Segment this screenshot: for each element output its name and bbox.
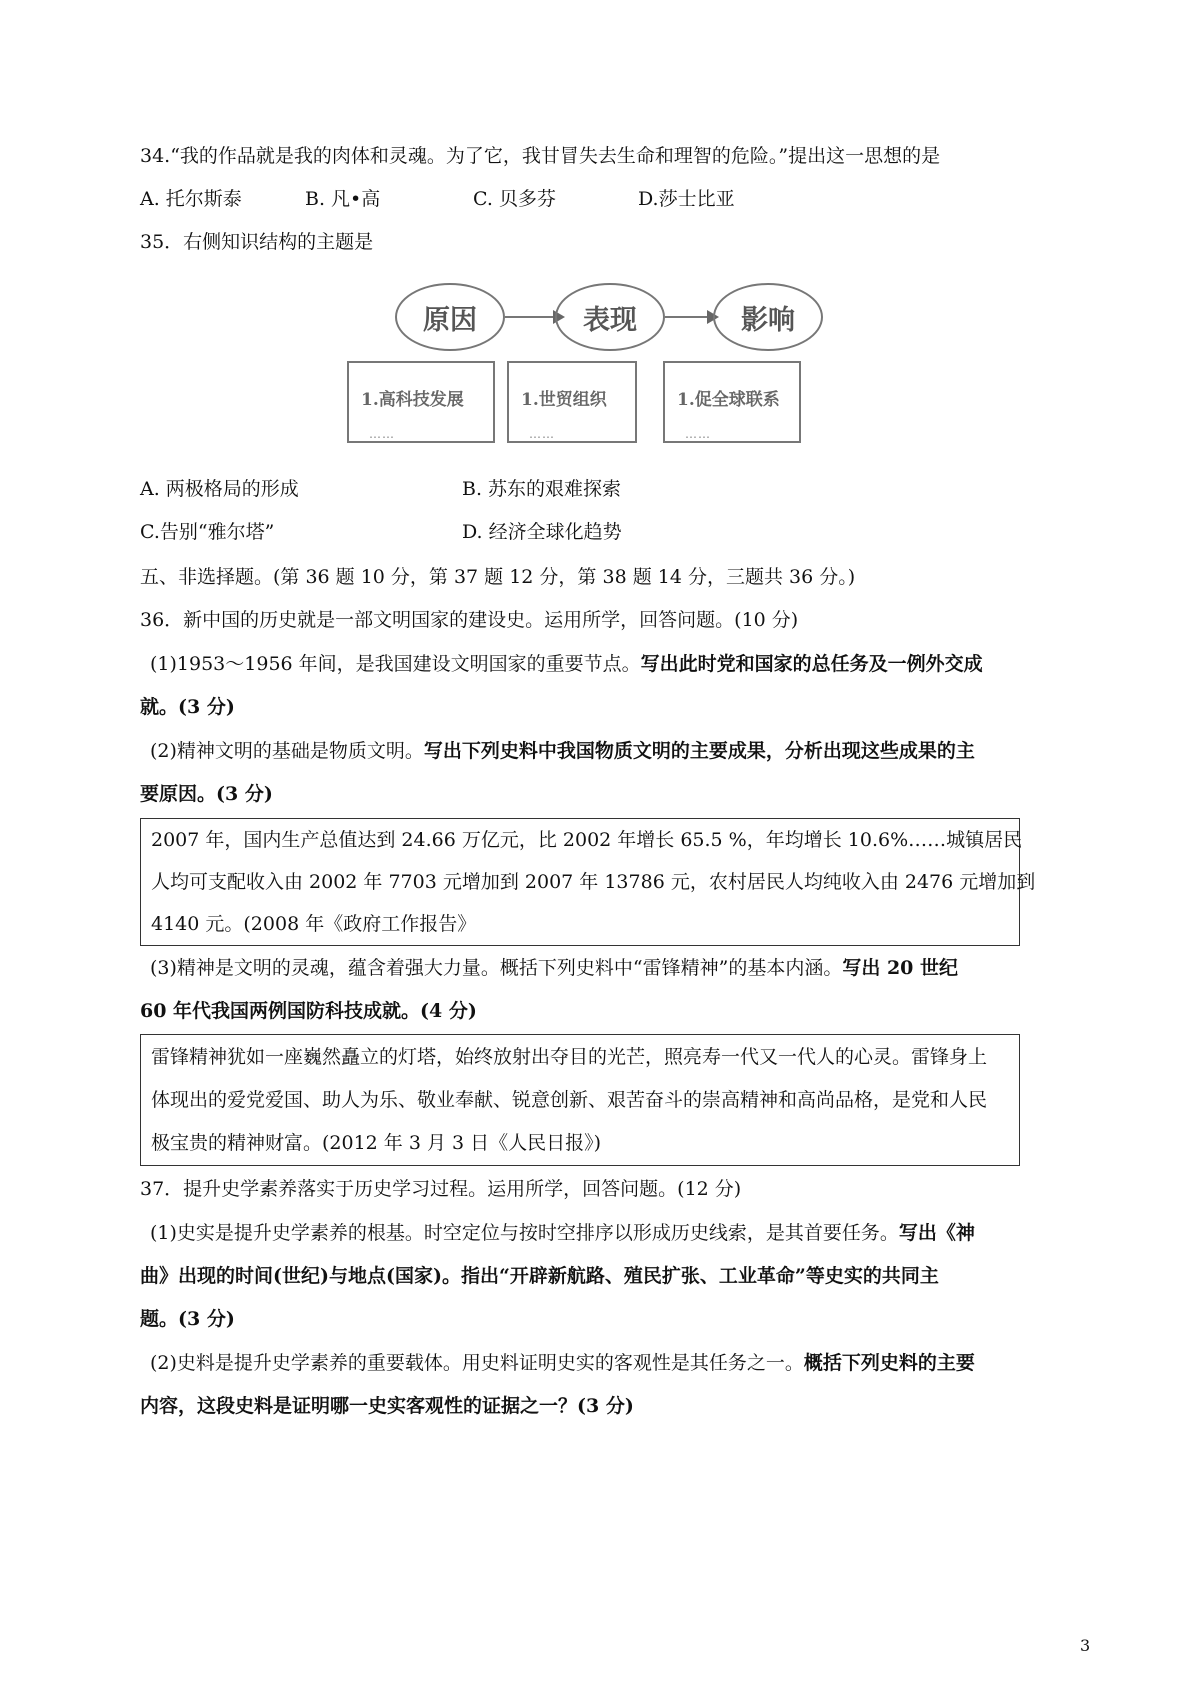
q36-source-box-1	[140, 818, 1036, 946]
q37-part2-line1	[150, 1350, 975, 1376]
q37-part2-task: 概括下列史料的主要	[803, 1352, 975, 1374]
diagram-card-cause-text: 1.高科技发展	[361, 390, 464, 410]
q36-part1-text: (1)1953～1956 年间，是我国建设文明国家的重要节点。	[150, 653, 641, 675]
q34-option-d: D.莎士比亚	[638, 188, 735, 210]
q36-source-2-line1: 雷锋精神犹如一座巍然矗立的灯塔，始终放射出夺目的光芒，照亮寿一代又一代人的心灵。雷锋身上	[151, 1046, 988, 1068]
q35-option-b: B. 苏东的艰难探索	[462, 478, 622, 500]
q36-source-1-line3: 4140 元。(2008 年《政府工作报告》	[151, 913, 477, 935]
q34-option-b: B. 凡•高	[305, 188, 381, 210]
diagram-card-impact-dots: ……	[685, 427, 711, 441]
q36-part2-text: (2)精神文明的基础是物质文明。	[150, 740, 424, 762]
q36-source-1-line2: 人均可支配收入由 2002 年 7703 元增加到 2007 年 13786 元，农村居民人均纯收入由 2476 元增加到	[151, 871, 1036, 893]
q36-part3-task: 写出 20 世纪	[842, 957, 959, 979]
q37-part1-line3: 题。(3 分)	[140, 1308, 235, 1330]
q37-stem: 37．提升史学素养落实于历史学习过程。运用所学，回答问题。(12 分)	[140, 1178, 742, 1200]
q36-part1-task: 写出此时党和国家的总任务及一例外交成	[640, 653, 983, 675]
page-number: 3	[1080, 1636, 1091, 1655]
q36-source-1-line1: 2007 年，国内生产总值达到 24.66 万亿元，比 2002 年增长 65.5 %，年均增长 10.6%……城镇居民	[151, 829, 1023, 851]
q36-part1-line2: 就。(3 分)	[140, 696, 235, 718]
q35-option-d: D. 经济全球化趋势	[462, 521, 622, 543]
diagram-card-cause	[347, 361, 495, 443]
q36-part3-line1	[150, 955, 958, 981]
diagram-node-cause: 原因	[395, 283, 505, 351]
q36-source-2-line2: 体现出的爱党爱国、助人为乐、敬业奉献、锐意创新、艰苦奋斗的崇高精神和高尚品格，是党和人民	[151, 1089, 988, 1111]
diagram-card-impact	[663, 361, 801, 443]
diagram-card-manifestation-text: 1.世贸组织	[521, 390, 607, 410]
q36-source-2-line3: 极宝贵的精神财富。(2012 年 3 月 3 日《人民日报》)	[151, 1132, 602, 1154]
q35-option-a: A. 两极格局的形成	[140, 478, 299, 500]
q37-part1-task: 写出《神	[898, 1222, 975, 1244]
q36-part3-text: (3)精神是文明的灵魂，蕴含着强大力量。概括下列史料中“雷锋精神”的基本内涵。	[150, 957, 843, 979]
q36-source-box-2	[140, 1034, 1020, 1166]
q36-part1-line1	[150, 651, 983, 677]
diagram-card-impact-text: 1.促全球联系	[677, 390, 780, 410]
q36-part2-line2: 要原因。(3 分)	[140, 783, 273, 805]
diagram-card-manifestation	[507, 361, 637, 443]
section5-title: 五、非选择题。(第 36 题 10 分，第 37 题 12 分，第 38 题 14 分，三题共 36 分。)	[140, 566, 856, 588]
q37-part2-line2: 内容，这段史料是证明哪一史实客观性的证据之一？(3 分)	[140, 1395, 634, 1417]
q36-part2-line1	[150, 738, 975, 764]
q34-option-c: C. 贝多芬	[473, 188, 556, 210]
q35-option-c: C.告别“雅尔塔”	[140, 521, 275, 543]
q37-part1-line2: 曲》出现的时间(世纪)与地点(国家)。指出“开辟新航路、殖民扩张、工业革命”等史实的共同主	[140, 1265, 939, 1287]
diagram-node-manifestation: 表现	[555, 283, 665, 351]
q35-stem: 35．右侧知识结构的主题是	[140, 231, 374, 253]
q36-stem: 36．新中国的历史就是一部文明国家的建设史。运用所学，回答问题。(10 分)	[140, 609, 799, 631]
diagram-card-manifestation-dots: ……	[529, 427, 555, 441]
diagram-arrow-2	[665, 316, 709, 318]
q36-part3-line2: 60 年代我国两例国防科技成就。(4 分)	[140, 1000, 477, 1022]
q37-part1-text: (1)史实是提升史学素养的根基。时空定位与按时空排序以形成历史线索，是其首要任务。	[150, 1222, 899, 1244]
knowledge-structure-diagram	[361, 283, 875, 488]
diagram-card-cause-dots: ……	[369, 427, 395, 441]
q34-option-a: A. 托尔斯泰	[140, 188, 242, 210]
diagram-arrow-1	[505, 316, 555, 318]
q37-part1-line1	[150, 1220, 975, 1246]
q37-part2-text: (2)史料是提升史学素养的重要载体。用史料证明史实的客观性是其任务之一。	[150, 1352, 804, 1374]
q34-stem: 34.“我的作品就是我的肉体和灵魂。为了它，我甘冒失去生命和理智的危险。”提出这一思想的是	[140, 145, 941, 167]
diagram-node-impact: 影响	[713, 283, 823, 351]
q36-part2-task: 写出下列史料中我国物质文明的主要成果，分析出现这些成果的主	[423, 740, 975, 762]
